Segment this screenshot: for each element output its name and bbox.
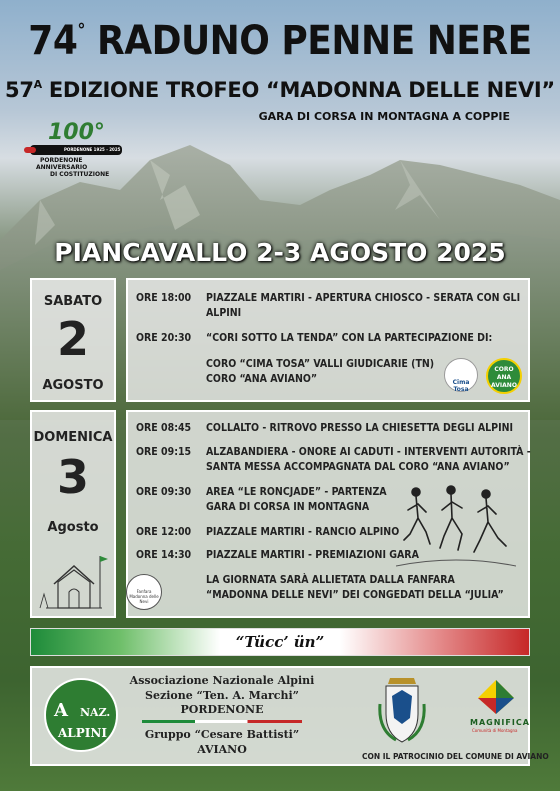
main-title: 74° RADUNO PENNE NERE xyxy=(28,18,532,64)
sezione-city: PORDENONE xyxy=(180,703,264,716)
subtitle: $57^A$ EDIZIONE TROFEO “MADONNA DELLE NEVI” xyxy=(5,78,555,102)
centenary-logo: 100° PORDENONE 1925 - 2025 PORDENONE ANNIVERSARIO DI COSTITUZIONE xyxy=(30,120,130,180)
event-row: LA GIORNATA SARÀ ALLIETATA DALLA FANFARA xyxy=(206,574,455,586)
event-row: ORE 12:00 PIAZZALE MARTIRI - RANCIO ALPINO xyxy=(136,526,400,538)
chapel-drawing-icon xyxy=(36,550,112,612)
magnifica-logo-icon xyxy=(476,678,516,716)
day-month: Agosto xyxy=(47,520,99,535)
event-row: CORO “CIMA TOSA” VALLI GIUDICARIE (TN) xyxy=(206,358,435,370)
day-name: SABATO xyxy=(43,294,103,309)
event-row: ORE 18:00 PIAZZALE MARTIRI - APERTURA CHIOSCO - SERATA CON GLI xyxy=(136,292,521,304)
sunday-date-box xyxy=(30,410,116,618)
runners-drawing-icon xyxy=(396,482,516,572)
saturday-date-box xyxy=(30,278,116,402)
event-row: CORO “ANA AVIANO” xyxy=(206,373,318,385)
ana-logo: A NAZ. ALPINI xyxy=(44,678,118,752)
aviano-coat-of-arms-icon xyxy=(376,674,428,746)
tricolore-divider xyxy=(142,720,302,723)
patronage-text: CON IL PATROCINIO DEL COMUNE DI AVIANO xyxy=(362,752,549,761)
day-number: 2 xyxy=(56,312,89,366)
event-row: ALPINI xyxy=(206,307,242,319)
motto-text: “Tücc’ ün” xyxy=(235,633,325,651)
day-name: DOMENICA xyxy=(33,430,113,445)
day-number: 3 xyxy=(56,450,89,504)
event-date-banner: PIANCAVALLO 2-3 AGOSTO 2025 xyxy=(54,238,506,267)
event-row: ORE 08:45 COLLALTO - RITROVO PRESSO LA CHIESETTA DEGLI ALPINI xyxy=(136,422,513,434)
coro-cima-tosa-logo: Cima Tosa xyxy=(444,358,478,392)
event-row: ORE 09:15 ALZABANDIERA - ONORE AI CADUTI - INTERVENTI AUTORITÀ - xyxy=(136,446,531,458)
ana-name: Associazione Nazionale Alpini xyxy=(129,674,315,687)
sunday-events-panel xyxy=(126,410,530,618)
magnifica-name: MAGNIFICA xyxy=(470,718,530,727)
event-row: “MADONNA DELLE NEVI” DEI CONGEDATI DELLA “JULIA” xyxy=(206,589,504,601)
race-description: GARA DI CORSA IN MONTAGNA A COPPIE xyxy=(258,110,510,123)
magnifica-subtitle: Comunità di Montagna xyxy=(472,728,518,733)
gruppo-city: AVIANO xyxy=(197,743,247,756)
fanfara-logo: Fanfara Madonna delle Nevi xyxy=(126,574,162,610)
day-month: AGOSTO xyxy=(42,378,104,393)
coro-ana-aviano-logo: CORO ANA AVIANO xyxy=(486,358,522,394)
gruppo-name: Gruppo “Cesare Battisti” xyxy=(144,728,300,741)
event-row: SANTA MESSA ACCOMPAGNATA DAL CORO “ANA AVIANO” xyxy=(206,461,510,473)
event-row: GARA DI CORSA IN MONTAGNA xyxy=(206,501,370,513)
event-row: ORE 14:30 PIAZZALE MARTIRI - PREMIAZIONI GARA xyxy=(136,549,419,561)
saturday-events-panel xyxy=(126,278,530,402)
sponsors-panel xyxy=(30,666,549,766)
event-row: ORE 09:30 AREA “LE RONCJADE” - PARTENZA xyxy=(136,486,387,498)
sezione-name: Sezione “Ten. A. Marchi” xyxy=(145,689,299,702)
event-row: ORE 20:30 “CORI SOTTO LA TENDA” CON LA PARTECIPAZIONE DI: xyxy=(136,332,493,344)
motto-tricolore-banner xyxy=(30,628,530,656)
